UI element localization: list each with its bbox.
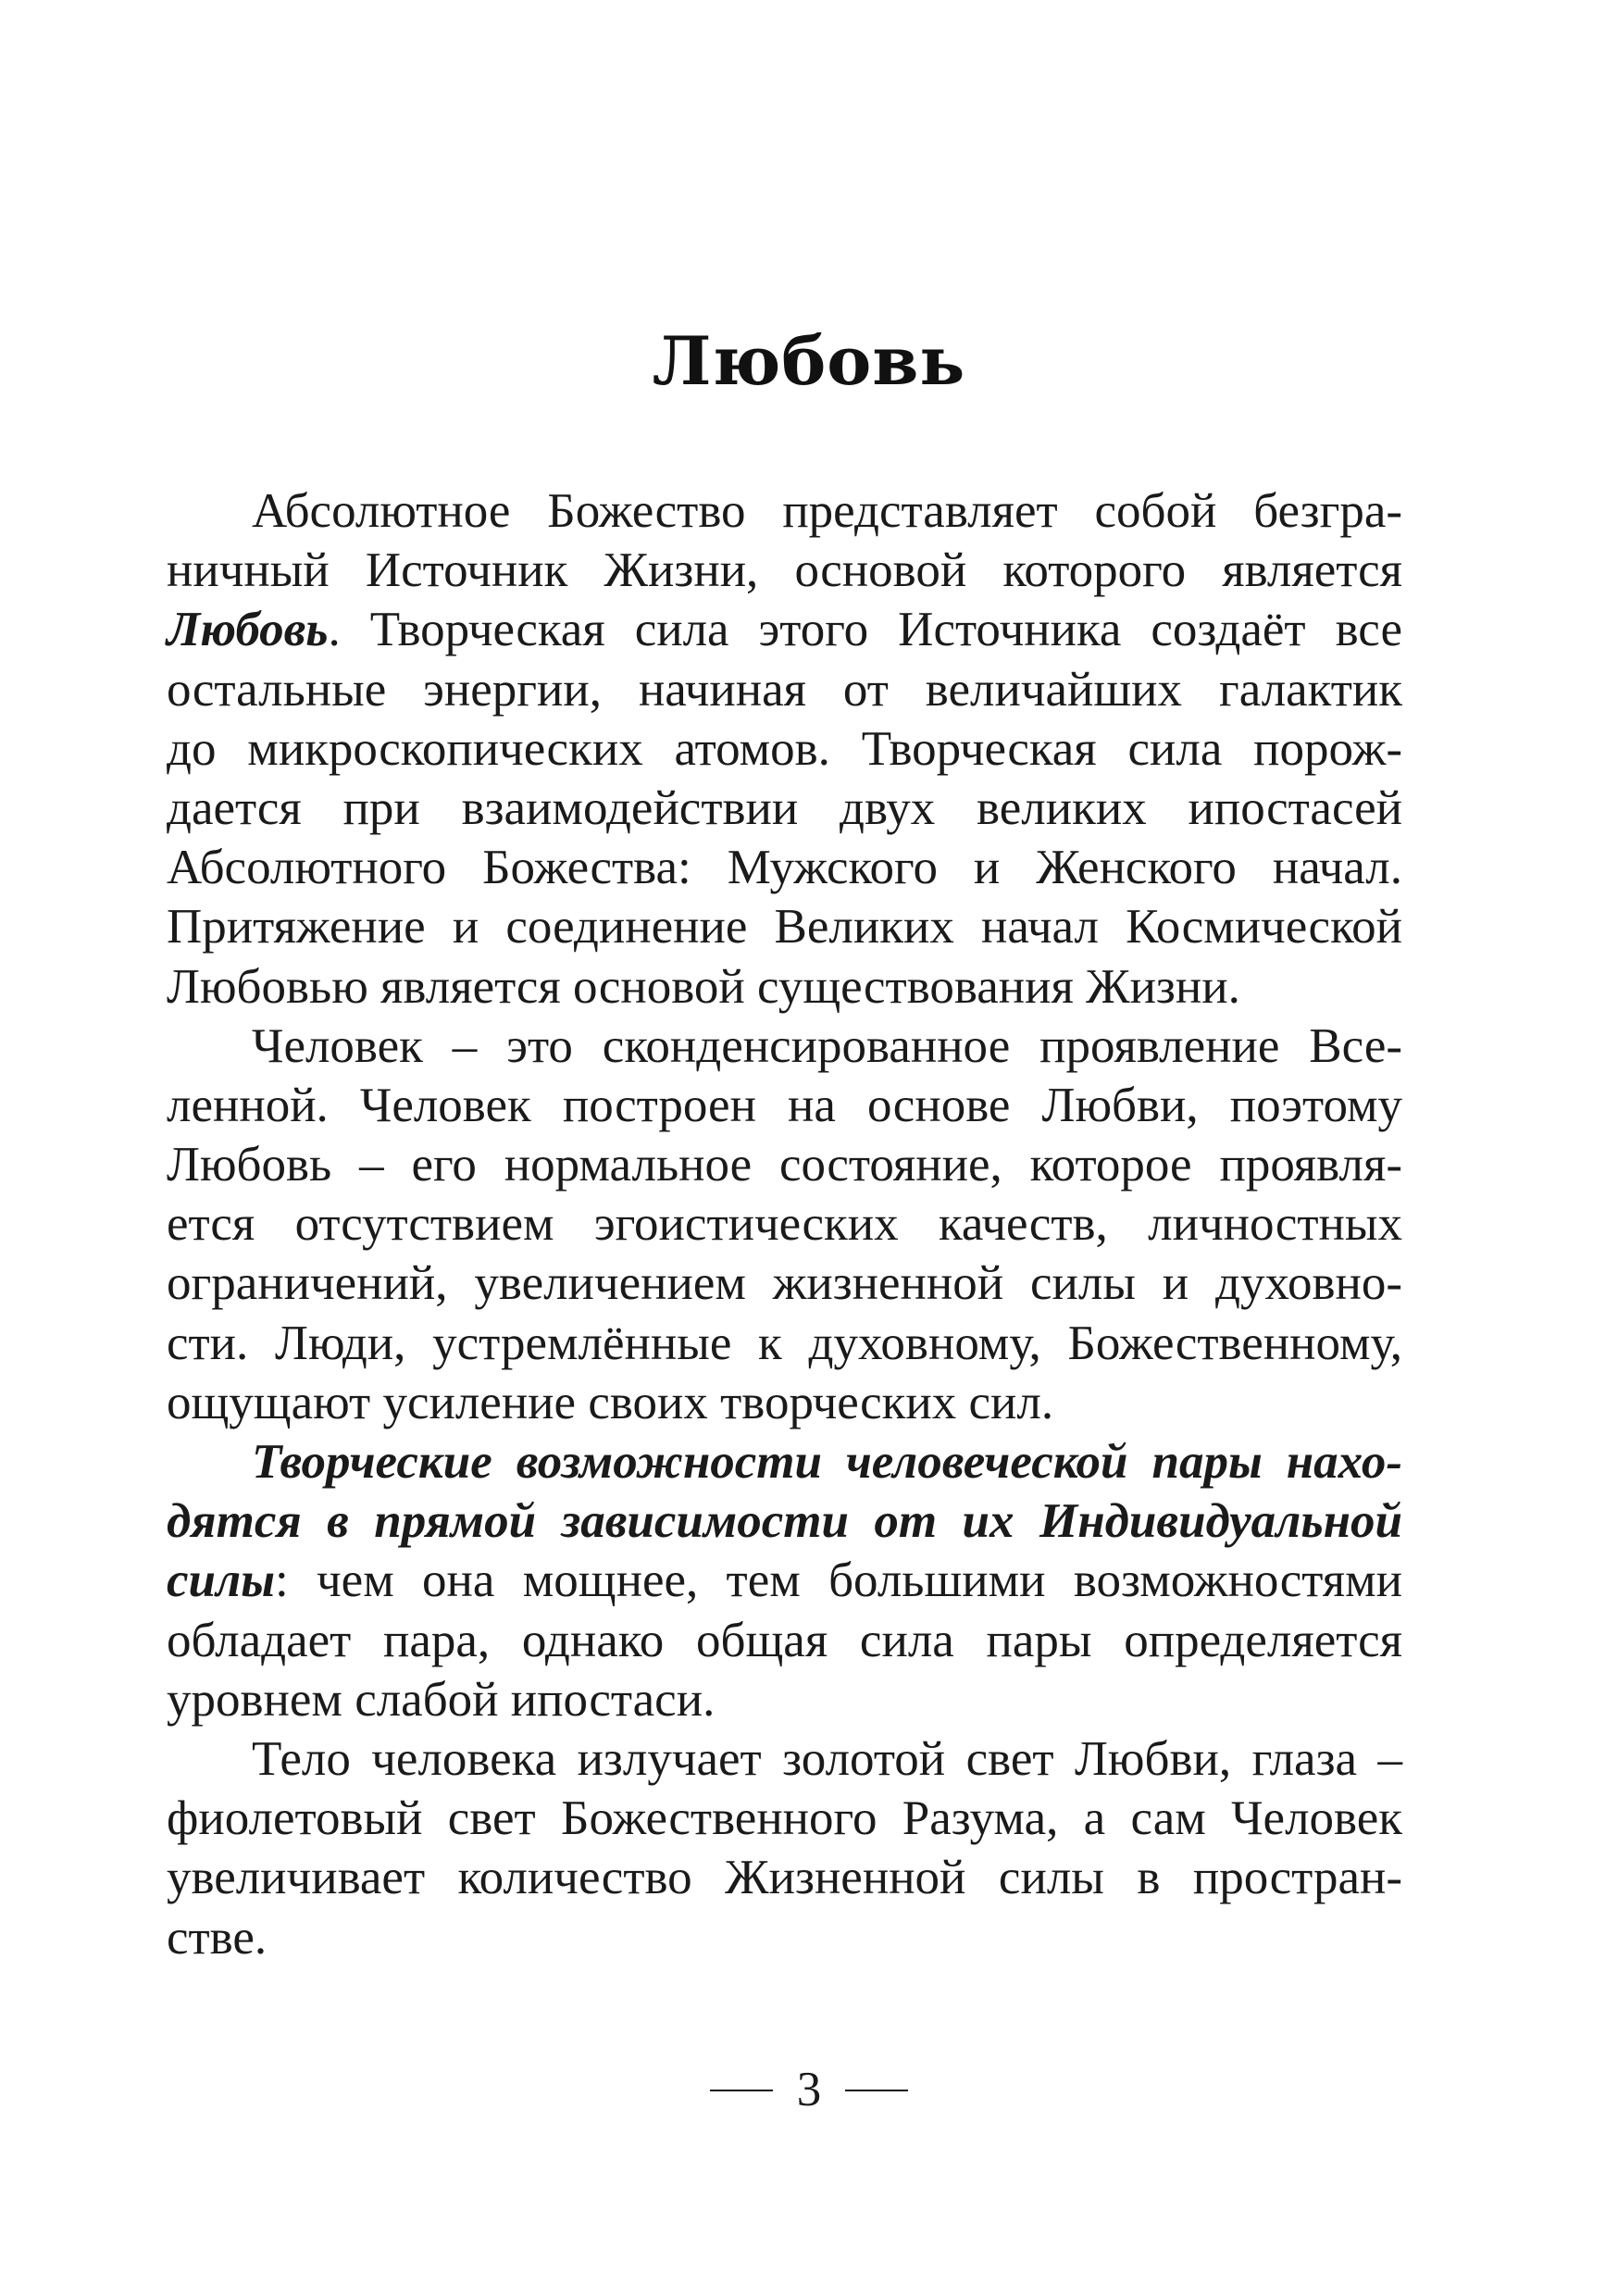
- text-line: [167, 1551, 1402, 1610]
- paragraph-1: [167, 481, 1402, 1017]
- paragraph-4: [167, 1729, 1402, 1967]
- text-line: Любовью является основой существования Жизни.: [167, 959, 1240, 1014]
- paragraph-3: [167, 1432, 1402, 1729]
- emphasized-phrase: дятся в прямой зависимости от их Индивидуальной: [167, 1494, 1402, 1549]
- text-line: [167, 1491, 1402, 1551]
- text-line: обладает пара, однако общая сила пары определяется: [167, 1613, 1402, 1667]
- text-line: Абсолютного Божества: Мужского и Женского начал.: [167, 841, 1402, 895]
- page-number-footer: [0, 2060, 1618, 2119]
- text-line: ничный Источник Жизни, основой которого является: [167, 543, 1402, 598]
- text-line: сти. Люди, устремлённые к духовному, Божественному,: [167, 1316, 1402, 1370]
- text-line: ленной. Человек построен на основе Любви, поэтому: [167, 1078, 1402, 1132]
- text-line: Абсолютное Божество представляет собой безгра-: [252, 484, 1402, 538]
- text-line: остальные энергии, начиная от величайших галактик: [167, 662, 1402, 717]
- text-line: ограничений, увеличением жизненной силы и духовно-: [167, 1256, 1402, 1311]
- text-line: Притяжение и соединение Великих начал Космической: [167, 900, 1402, 955]
- text-line: ется отсутствием эгоистических качеств, личностных: [167, 1197, 1402, 1252]
- left-dash: [710, 2090, 773, 2091]
- page-number: 3: [796, 2063, 822, 2116]
- line-rest: . Творческая сила этого Источника создаёт все: [328, 603, 1402, 657]
- emphasized-phrase: силы: [167, 1554, 275, 1608]
- emphasized-word: Любовь: [167, 603, 329, 657]
- text-line: стве.: [167, 1910, 268, 1965]
- body-text: [167, 481, 1402, 1967]
- text-line: ощущают усиление своих творческих сил.: [167, 1375, 1054, 1429]
- chapter-title: Любовь: [652, 321, 966, 400]
- text-line: дается при взаимодействии двух великих ипостасей: [167, 780, 1402, 835]
- text-line: фиолетовый свет Божественного Разума, а сам Человек: [167, 1791, 1402, 1846]
- text-line: Человек – это сконденсированное проявление Все-: [252, 1018, 1402, 1073]
- text-line: до микроскопических атомов. Творческая сила порож-: [167, 721, 1402, 776]
- text-line: Любовь – его нормальное состояние, которое проявля-: [167, 1138, 1402, 1192]
- emphasized-phrase: Творческие возможности человеческой пары нахо-: [252, 1435, 1402, 1489]
- right-dash: [845, 2090, 908, 2091]
- text-line: [167, 600, 1402, 659]
- text-line: увеличивает количество Жизненной силы в простран-: [167, 1851, 1402, 1905]
- paragraph-2: [167, 1017, 1402, 1432]
- text-line: уровнем слабой ипостаси.: [167, 1672, 716, 1727]
- text-line: [167, 1432, 1402, 1491]
- line-rest: : чем она мощнее, тем большими возможностями: [274, 1554, 1402, 1608]
- text-line: Тело человека излучает золотой свет Любви, глаза –: [252, 1731, 1402, 1786]
